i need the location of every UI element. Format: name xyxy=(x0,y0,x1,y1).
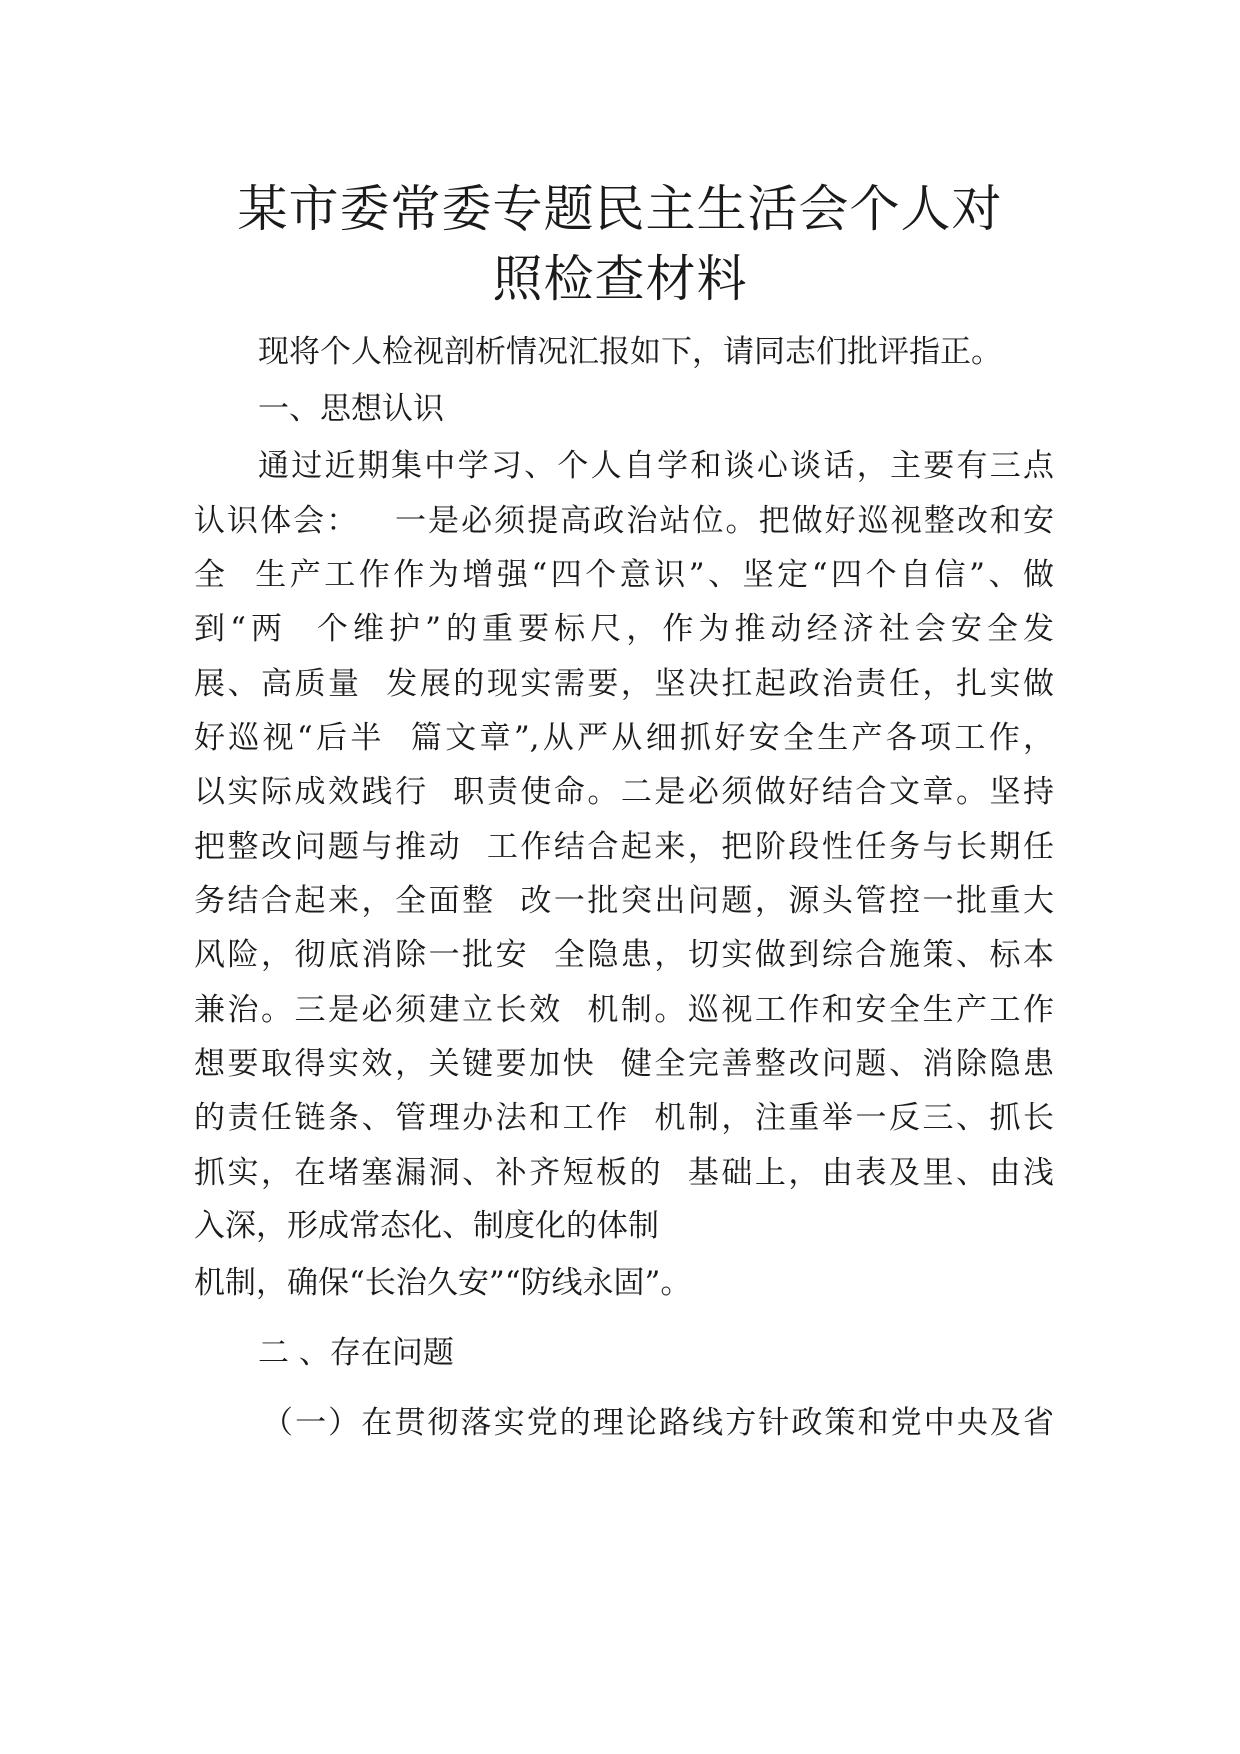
body-line: 以实际成效践行 职责使命。二是必须做好结合文章。坚持 xyxy=(194,774,1054,810)
body-line: 风险，彻底消除一批安 全隐患，切实做到综合施策、标本 xyxy=(194,937,1054,973)
body-line: 到“两 个维护”的重要标尺，作为推动经济社会安全发 xyxy=(194,611,1054,647)
body-line: 好巡视“后半 篇文章”,从严从细抓好安全生产各项工作， xyxy=(194,720,1054,756)
body-line: 机制，确保“长治久安”“防线永固”。 xyxy=(194,1265,692,1301)
document-title-line-1: 某市委常委专题民主生活会个人对 xyxy=(237,180,1003,238)
body-line: 通过近期集中学习、个人自学和谈心谈话，主要有三点 xyxy=(258,448,1054,484)
body-line: 展、高质量 发展的现实需要，坚决扛起政治责任，扎实做 xyxy=(194,666,1054,702)
body-line: 认识体会： 一是必须提高政治站位。把做好巡视整改和安 xyxy=(194,503,1054,539)
document-title-line-2: 照检查材料 xyxy=(492,250,748,308)
body-line: 把整改问题与推动 工作结合起来，把阶段性任务与长期任 xyxy=(194,829,1054,865)
body-line: 的责任链条、管理办法和工作 机制，注重举一反三、抓长 xyxy=(194,1100,1054,1136)
section-heading-problems: 二 、存在问题 xyxy=(258,1335,454,1371)
subsection-line: （一）在贯彻落实党的理论路线方针政策和党中央及省 xyxy=(262,1405,1054,1441)
body-line: 入深，形成常态化、制度化的体制 xyxy=(194,1208,659,1244)
body-line: 务结合起来，全面整 改一批突出问题，源头管控一批重大 xyxy=(194,883,1054,919)
intro-paragraph: 现将个人检视剖析情况汇报如下，请同志们批评指正。 xyxy=(258,334,1002,370)
body-line: 兼治。三是必须建立长效 机制。巡视工作和安全生产工作 xyxy=(194,992,1054,1028)
body-line: 抓实，在堵塞漏洞、补齐短板的 基础上，由表及里、由浅 xyxy=(194,1155,1054,1191)
section-heading-thinking: 一、思想认识 xyxy=(258,391,444,427)
body-line: 想要取得实效，关键要加快 健全完善整改问题、消除隐患 xyxy=(194,1046,1054,1082)
body-line: 全 生产工作作为增强“四个意识”、坚定“四个自信”、做 xyxy=(194,557,1054,593)
